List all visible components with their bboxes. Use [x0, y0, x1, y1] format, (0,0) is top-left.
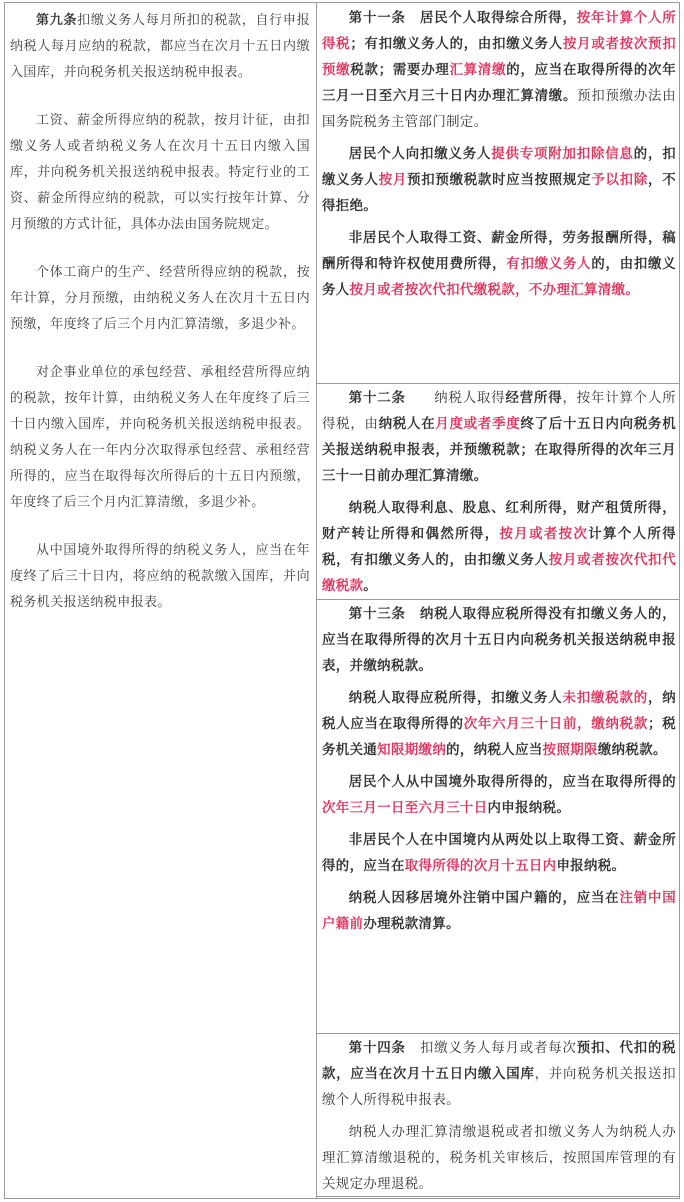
text-segment: 预扣预缴办法由国务院税务主管部门制定。 [322, 89, 676, 130]
paragraph [10, 108, 310, 238]
text-segment: 纳税人在 [378, 417, 436, 432]
highlighted-text: 月度或者季度 [435, 417, 521, 432]
paragraph [322, 828, 676, 880]
text-segment: ，按年计算个人所得税，由 [322, 391, 676, 432]
text-segment: 从中国境外取得所得的纳税义务人，应当在年度终了后三十日内，将应纳的税款缴入国库，并向税务机关报送纳税申报表。 [10, 543, 310, 610]
text-segment: 税款；需要办理 [350, 63, 450, 78]
highlighted-text: 提供专项附加扣除信息 [491, 147, 634, 162]
text-segment: 纳税人办理汇算清缴退税或者扣缴义务人为纳税人办理汇算清缴退税的，税务机关审核后，按照国库管理的有关规定办理退税。 [322, 1125, 676, 1192]
paragraph [322, 686, 676, 764]
paragraph [10, 538, 310, 616]
paragraph [322, 886, 676, 938]
text-segment: 申报纳税。 [556, 859, 626, 874]
text-segment: 居民个人向扣缴义务人 [348, 147, 492, 162]
paragraph [322, 770, 676, 822]
text-segment: 。 [363, 579, 378, 594]
article-11-cell [322, 6, 676, 382]
row-divider-4 [316, 1196, 680, 1197]
highlighted-text: 取得所得的次月十五日内 [404, 859, 557, 874]
highlighted-text: 按月 [378, 173, 408, 188]
text-segment: 第十一条 居民个人取得综合所得， [348, 11, 577, 26]
paragraph [10, 360, 310, 516]
text-segment: 内申报纳税。 [487, 801, 571, 816]
text-segment: ；有扣缴义务人的，由扣缴义务人 [350, 37, 563, 52]
old-law-column [10, 8, 310, 638]
highlighted-text: 注销中国户籍前 [322, 891, 676, 932]
highlighted-text: 按年计算个人所得税 [322, 11, 676, 52]
text-segment: 第十三条 纳税人取得应税所得没有扣缴义务人的，应当在取得所得的次月十五日内向税务机关报送纳税申报表，并缴纳税款。 [322, 607, 676, 674]
paragraph [322, 602, 676, 680]
paragraph [322, 1036, 676, 1114]
text-segment: 纳税人取得应税所得，扣缴义务人 [348, 691, 563, 706]
text-segment: 纳税人取得利息、股息、红利所得，财产租赁所得，财产转让所得和偶然所得， [322, 501, 676, 542]
column-divider [316, 2, 317, 1199]
row-divider-3 [316, 1033, 680, 1034]
row-divider-1 [316, 383, 680, 384]
text-segment: 第九条 [36, 13, 78, 28]
highlighted-text: 予以扣除 [591, 173, 649, 188]
text-segment: 第十二条 [348, 391, 406, 406]
text-segment: 对企事业单位的承包经营、承租经营所得应纳的税款，按年计算，由纳税义务人在年度终了后三十日内缴入国库，并向税务机关报送纳税申报表。纳税义务人在一年内分次取得承包经营、承租经营所得的，应当在取得每次所得后的十五日内预缴，年度终了后三个月内汇算清缴，多退少补。 [10, 365, 310, 510]
text-segment: ；税务机关通 [322, 717, 676, 758]
paragraph [10, 260, 310, 338]
text-segment: 居民个人从中国境外取得所得的，应当在取得所得的 [348, 775, 676, 790]
article-14-cell [322, 1036, 676, 1196]
text-segment: 非居民个人取得工资、薪金所得，劳务报酬所得，稿酬所得和特许权使用费所得， [322, 231, 676, 272]
text-segment: ，不得拒绝。 [322, 173, 676, 214]
text-segment: 办理税款清算。 [363, 917, 460, 932]
paragraph [10, 8, 310, 86]
text-segment: 计算个人所得税，有扣缴义务人的，由扣缴义务人 [322, 527, 676, 568]
highlighted-text: 有扣缴义务人 [506, 257, 592, 272]
highlighted-text: 按月或者按次预扣预缴 [322, 37, 676, 78]
text-segment: 预扣预缴税款时应当按照规定 [407, 173, 592, 188]
text-segment: ，并向税务机关报送扣缴个人所得税申报表。 [322, 1067, 676, 1108]
paragraph [322, 226, 676, 304]
text-segment: 的，应当在取得所得的次年三月一日至六月三十日内办理汇算清缴。 [322, 63, 676, 104]
text-segment: 扣缴义务人每月所扣的税款，自行申报纳税人每月应纳的税款，都应当在次月十五日内缴入国库，并向税务机关报送纳税申报表。 [10, 13, 310, 80]
text-segment: 的，由扣缴义务人 [322, 257, 676, 298]
paragraph [322, 496, 676, 598]
highlighted-text: 未扣缴税款的 [562, 691, 648, 706]
highlighted-text: 汇算清缴 [449, 63, 507, 78]
text-segment: 的，纳税人应当 [446, 743, 543, 758]
text-segment: 缴纳税款。 [597, 743, 667, 758]
text-segment: 的，扣缴义务人 [322, 147, 676, 188]
text-segment: 经营所得 [505, 391, 563, 406]
text-segment: 扣缴义务人每月或者每次 [405, 1041, 577, 1056]
highlighted-text: 按月或者按次代扣代缴税款，不办理汇算清缴。 [349, 283, 640, 298]
text-segment: 个体工商户的生产、经营所得应纳的税款，按年计算，分月预缴，由纳税义务人在次月十五日内预缴，年度终了后三个月内汇算清缴，多退少补。 [10, 265, 310, 332]
paragraph [322, 142, 676, 220]
highlighted-text: 按照期限 [542, 743, 598, 758]
text-segment: 纳税人因移居境外注销中国户籍的，应当在 [348, 891, 620, 906]
text-segment: 工资、薪金所得应纳的税款，按月计征，由扣缴义务人或者纳税义务人在次月十五日内缴入国库，并向税务机关报送纳税申报表。特定行业的工资、薪金所得应纳的税款，可以实行按年计算、分月预缴的方式计征，具体办法由国务院规定。 [10, 113, 310, 232]
article-13-cell [322, 602, 676, 1032]
paragraph [322, 6, 676, 136]
highlighted-text: 次年六月三十日前，缴纳税款 [463, 717, 649, 732]
text-segment: 预扣、代扣的税款，应当在次月十五日内缴入国库 [322, 1041, 676, 1082]
highlighted-text: 次年三月一日至六月三十日 [322, 801, 488, 816]
text-segment: 纳税人取得 [405, 391, 506, 406]
article-12-cell [322, 386, 676, 598]
text-segment: 第十四条 [348, 1041, 406, 1056]
text-segment: 非居民个人在中国境内从两处以上取得工资、薪金所得的，应当在 [322, 833, 676, 874]
highlighted-text: 按月或者按次 [499, 527, 589, 542]
text-segment: 终了后十五日内向税务机关报送纳税申报表，并预缴税款；在取得所得的次年三月三十一日前办理汇算清缴。 [322, 417, 676, 484]
row-divider-2 [316, 599, 680, 600]
paragraph [322, 386, 676, 490]
highlighted-text: 按月或者按次代扣代缴税款 [322, 553, 676, 594]
highlighted-text: 知限期缴纳 [377, 743, 447, 758]
paragraph [322, 1120, 676, 1196]
text-segment: ，纳税人应当在取得所得的 [322, 691, 676, 732]
